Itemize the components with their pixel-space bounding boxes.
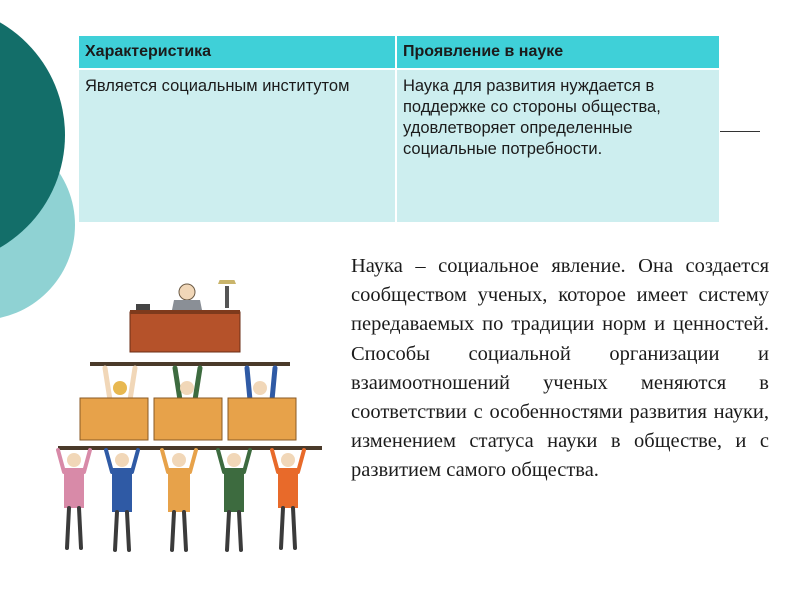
- table-header-manifestation: Проявление в науке: [396, 36, 719, 69]
- characteristics-table: [79, 36, 719, 222]
- table-row: [79, 69, 719, 222]
- table-cell-manifestation: Наука для развития нуждается в поддержке со стороны общества, удовлетворяет определенные социальные потребности.: [396, 69, 719, 222]
- table-cell-characteristic: Является социальным институтом: [79, 69, 396, 222]
- table-header-row: [79, 36, 719, 69]
- decorative-line: [720, 131, 760, 132]
- pyramid-of-people-icon: [50, 280, 330, 580]
- table-header-characteristic: Характеристика: [79, 36, 396, 69]
- body-paragraph: Наука – социальное явление. Она создается сообществом ученых, которое имеет систему передаваемых по традиции норм и ценностей. Способы социальной организации и взаимоотношений ученых меняются в соответствии с особенностями развития науки, изменением статуса науки в обществе, и с развитием самого общества.: [351, 255, 769, 482]
